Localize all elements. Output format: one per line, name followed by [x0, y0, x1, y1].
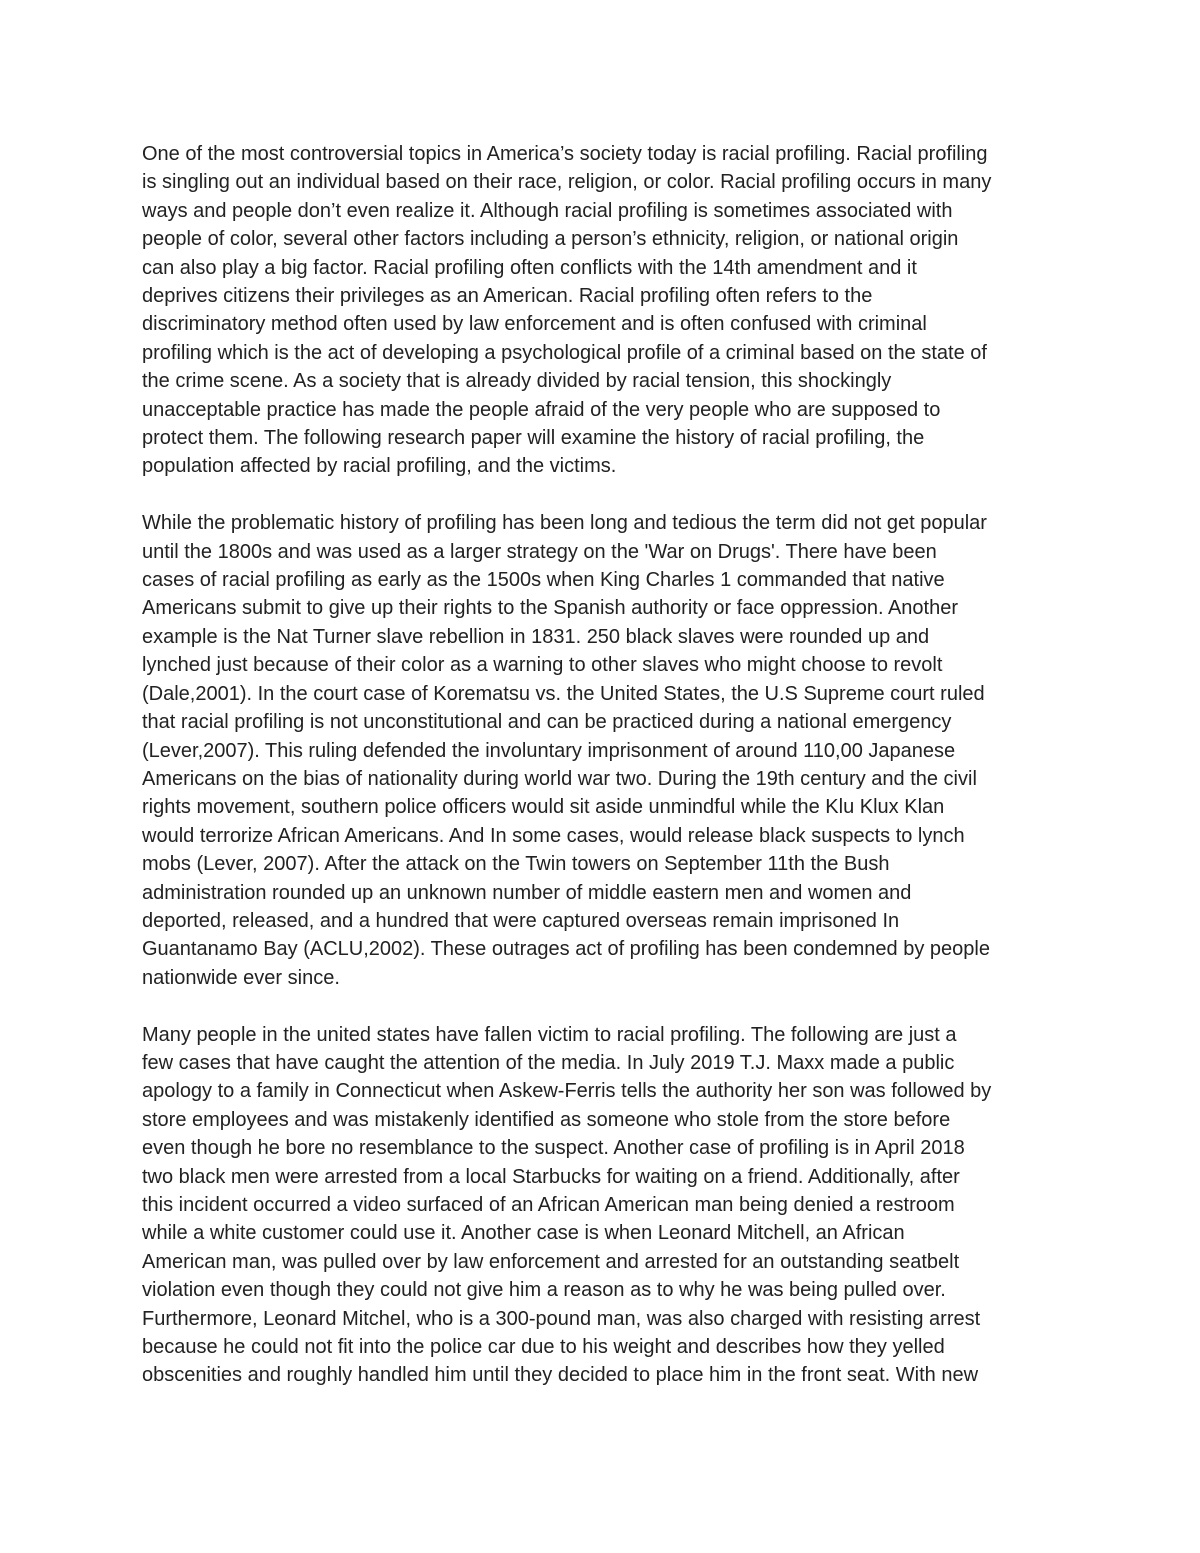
text-line: Americans on the bias of nationality during world war two. During the 19th century and the civil [142, 767, 977, 790]
text-line: because he could not fit into the police car due to his weight and describes how they yelled [142, 1336, 945, 1359]
text-line: this incident occurred a video surfaced of an African American man being denied a restroom [142, 1194, 955, 1216]
text-line: deprives citizens their privileges as an American. Racial profiling often refers to the [142, 285, 873, 308]
text-line: (Lever,2007). This ruling defended the involuntary imprisonment of around 110,00 Japanese [142, 739, 956, 762]
text-line: Guantanamo Bay (ACLU,2002). These outrages act of profiling has been condemned by people [142, 938, 990, 961]
text-line: deported, released, and a hundred that were captured overseas remain imprisoned In [142, 909, 900, 932]
text-line: unacceptable practice has made the people afraid of the very people who are supposed to [142, 398, 941, 421]
text-line: profiling which is the act of developing a psychological profile of a criminal based on the state of [142, 341, 987, 364]
text-line: until the 1800s and was used as a larger strategy on the 'War on Drugs'. There have been [142, 540, 937, 563]
text-line: example is the Nat Turner slave rebellion in 1831. 250 black slaves were rounded up and [142, 625, 930, 648]
text-line: (Dale,2001). In the court case of Korematsu vs. the United States, the U.S Supreme court ruled [142, 682, 985, 705]
text-line: lynched just because of their color as a warning to other slaves who might choose to revolt [142, 654, 943, 677]
text-line: population affected by racial profiling, and the victims. [142, 455, 617, 478]
text-line: administration rounded up an unknown number of middle eastern men and women and [142, 881, 912, 904]
paragraph-2 [142, 509, 1072, 992]
text-line: that racial profiling is not unconstitutional and can be practiced during a national emergency [142, 711, 952, 734]
text-line: One of the most controversial topics in America’s society today is racial profiling. Racial profiling [142, 143, 988, 165]
text-line: while a white customer could use it. Another case is when Leonard Mitchell, an African [142, 1222, 905, 1245]
text-line: mobs (Lever, 2007). After the attack on the Twin towers on September 11th the Bush [142, 853, 890, 876]
text-line: American man, was pulled over by law enforcement and arrested for an outstanding seatbelt [142, 1250, 960, 1273]
text-line: violation even though they could not give him a reason as to why he was being pulled over. [142, 1279, 946, 1302]
text-line: apology to a family in Connecticut when Askew-Ferris tells the authority her son was followed by [142, 1080, 992, 1103]
text-line: protect them. The following research paper will examine the history of racial profiling, the [142, 427, 925, 450]
text-line: While the problematic history of profiling has been long and tedious the term did not get popular [142, 512, 987, 535]
text-line: two black men were arrested from a local Starbucks for waiting on a friend. Additionally, after [142, 1165, 960, 1188]
text-line: obscenities and roughly handled him until they decided to place him in the front seat. With new [142, 1364, 979, 1387]
text-line: store employees and was mistakenly identified as someone who stole from the store before [142, 1108, 951, 1131]
text-line: people of color, several other factors including a person’s ethnicity, religion, or national origin [142, 228, 959, 251]
text-line: Many people in the united states have fallen victim to racial profiling. The following are just a [142, 1023, 957, 1046]
text-line: the crime scene. As a society that is already divided by racial tension, this shockingly [142, 370, 892, 393]
text-line: few cases that have caught the attention of the media. In July 2019 T.J. Maxx made a public [142, 1051, 955, 1074]
text-line: nationwide ever since. [142, 966, 340, 989]
text-line: can also play a big factor. Racial profiling often conflicts with the 14th amendment and it [142, 256, 917, 279]
paragraph-3 [142, 1021, 1072, 1390]
text-line: is singling out an individual based on their race, religion, or color. Racial profiling occurs in many [142, 171, 992, 194]
text-line: rights movement, southern police officers would sit aside unmindful while the Klu Klux Klan [142, 796, 945, 819]
text-line: Furthermore, Leonard Mitchel, who is a 300-pound man, was also charged with resisting arrest [142, 1307, 981, 1330]
text-line: would terrorize African Americans. And In some cases, would release black suspects to lynch [142, 824, 965, 847]
document-body [142, 140, 1072, 1390]
paragraph-1 [142, 140, 1072, 481]
text-line: cases of racial profiling as early as the 1500s when King Charles 1 commanded that native [142, 569, 945, 592]
text-line: ways and people don’t even realize it. Although racial profiling is sometimes associated with [142, 199, 953, 222]
text-line: Americans submit to give up their rights to the Spanish authority or face oppression. Another [142, 597, 958, 620]
text-line: discriminatory method often used by law enforcement and is often confused with criminal [142, 313, 927, 336]
text-line: even though he bore no resemblance to the suspect. Another case of profiling is in April 2018 [142, 1137, 965, 1160]
